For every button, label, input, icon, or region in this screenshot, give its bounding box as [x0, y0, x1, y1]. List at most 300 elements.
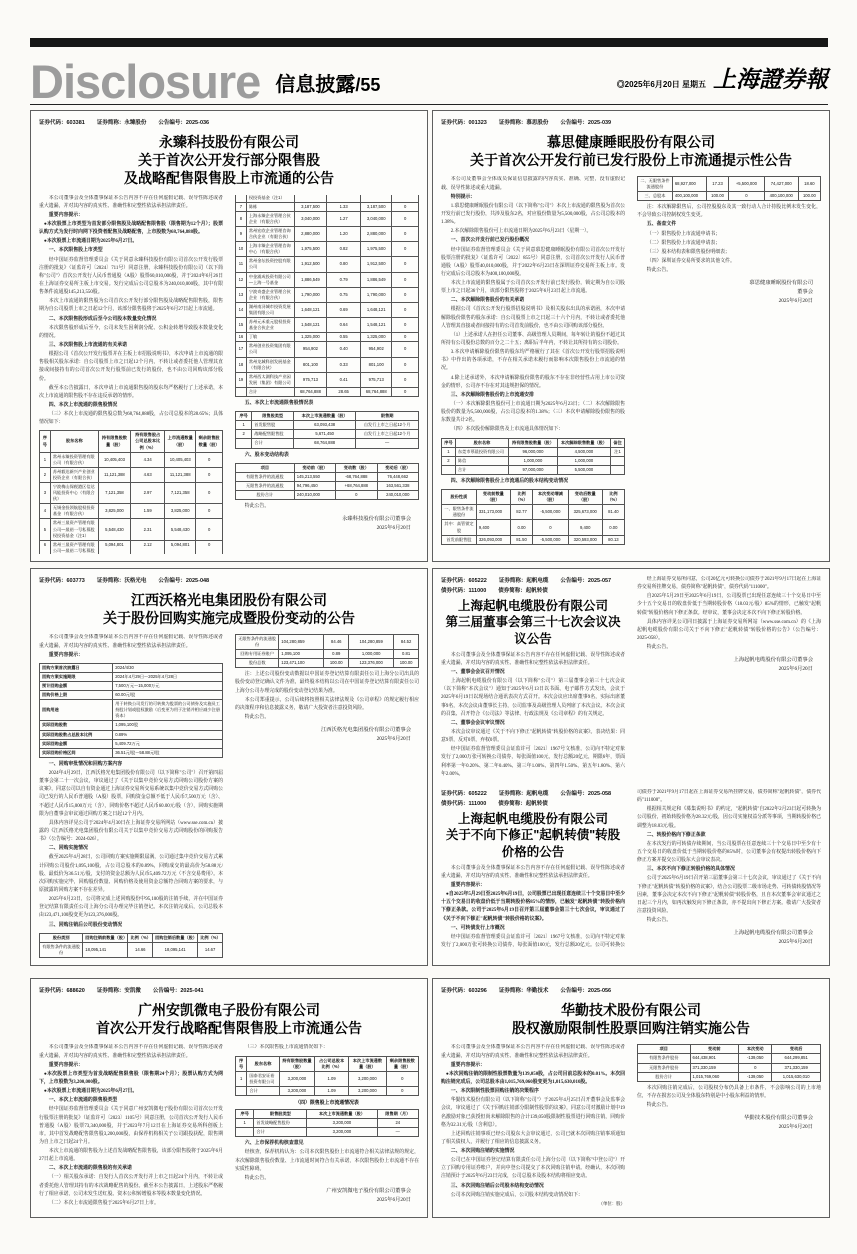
table-cell: 1,015,630,010 [772, 1072, 821, 1081]
signature-block [235, 726, 411, 744]
table-cell: 常州三晟资产管理有限公司—晟裕二号私募股权投资基金（注1） [50, 195, 294, 554]
stock-meta-item: 证券简称：安凯微 [96, 988, 141, 994]
table-header-cell: 变动后 [772, 1045, 821, 1054]
stock-meta-line [441, 789, 625, 797]
table-header-row [236, 463, 419, 472]
table-cell: 954,902 [361, 342, 392, 357]
body-paragraph: 本次回购注销完成后，公司股权分布仍具备上市条件，不会影响公司的上市地位，不存在损害公司及全体股东特别是中小股东利益的情形。 [637, 1085, 821, 1099]
table-row [638, 1063, 821, 1072]
table-cell: 1.09 [315, 1086, 349, 1095]
table-cell: 回购方案首次披露日 [40, 663, 113, 672]
announcement-title [441, 811, 625, 860]
signature-line: 永臻科技股份有限公司董事会 [342, 516, 411, 523]
stock-meta-item: 公告编号：2025-036 [158, 120, 210, 126]
body-heading: 四、本次解除限售股份上市流通后的股本结构变动情况 [450, 478, 569, 484]
announcement-box-ankaiwei [30, 978, 428, 1218]
table-header-cell: 剩余限售股数量（股） [386, 1056, 418, 1071]
table-cell: 宁波奇盛企业管理合伙企业（有限合伙） [246, 287, 294, 302]
table-cell: 3,200,000 [307, 1119, 377, 1128]
table-cell: 首发限售股 [252, 421, 294, 430]
title-line: 第三届董事会第三十七次会议决议公告 [445, 615, 621, 646]
table-cell: 4.34 [131, 452, 165, 467]
table-cell: 0.69 [327, 302, 361, 317]
table-cell: 有限售条件股份 [638, 1054, 691, 1063]
table-cell: 常州永臻投资管理有限公司（有限合伙） [50, 452, 98, 467]
table-header-cell: 持有限售股数量（股） [279, 1056, 314, 1071]
table-cell: 100.00 [394, 659, 419, 668]
table-cell: 63,093,438 [294, 421, 356, 430]
title-line: 上海起帆电缆股份有限公司 [457, 599, 608, 613]
body-heading: 三、本次回购注销后公司股本结构变动情况 [450, 1183, 544, 1189]
table-cell: 8 [236, 211, 247, 226]
table-cell: 0.55 [327, 333, 361, 342]
table-cell: 104,280,859 [279, 634, 324, 649]
stock-meta-line [39, 118, 419, 126]
table-row [236, 659, 419, 668]
table-cell: 常州三晟资产管理有限公司—晟裕一号私募股权投资基金（注1） [50, 519, 98, 540]
table-cell: 68,927,000 [672, 176, 706, 191]
body-heading: 一、本次限制性股票回购注销的决策程序 [450, 1089, 539, 1095]
body-paragraph: 公司于2025年6月19日召开第三届董事会第三十七次会议，审议通过了《关于不向下修正"起帆转债"转股价格的议案》，结合公司股票二级市场走势、可转债转股情况等因素，董事会决定本次不向下修正"起帆转债"转股价格，且自本次董事会审议通过之日起三个月内，如再次触发向下修正条款，亦不提出向下修正方案。敬请广大投资者注意投资风险。 [637, 876, 821, 914]
body-paragraph: 3.本次申请解除股份限售的股东均严格履行了其在《首次公开发行股票招股说明书》中作出的各项承诺，不存在相关承诺未履行而影响本次限售股份上市流通的情况。 [441, 350, 625, 372]
table-cell: 19 [236, 372, 247, 387]
title-line: 价格的公告 [501, 844, 565, 859]
table-cell: 1,790,000 [294, 287, 326, 302]
table-cell: +5,500,000 [729, 176, 765, 191]
table-cell: 1,912,500 [361, 257, 392, 272]
stock-meta-item: 公告编号：2025-058 [560, 791, 612, 797]
table-cell: 合计 [246, 387, 294, 396]
table-header-cell: 限售股类型 [254, 1109, 307, 1118]
stock-meta-item: 证券简称：永臻股份 [96, 120, 147, 126]
body-heading: 一、本次上市流通的限售股类型 [48, 1098, 118, 1104]
table-row [236, 1086, 419, 1095]
stock-meta-item: 证券代码：603773 [39, 578, 85, 584]
body-paragraph: 本公司董事会及全体董事保证本公告内容不存在任何虚假记载、误导性陈述或者重大遗漏，并对其内容的真实性、准确性和完整性依法承担法律责任。 [441, 652, 625, 666]
table-cell: 1,648,121 [294, 302, 326, 317]
table-cell [442, 465, 456, 474]
table-row [40, 730, 223, 739]
table-cell [611, 456, 625, 465]
table-cell: 常州龙城科创发展基金（有限合伙） [246, 357, 294, 372]
table-cell: 3,200,000 [279, 1086, 314, 1095]
table-cell: 0 [392, 318, 419, 333]
table-cell: 回购价格上限 [40, 691, 113, 700]
table-row [40, 504, 223, 519]
table-header-cell: 股东名称 [455, 438, 508, 447]
body-paragraph: 本公司董事会及全体董事保证本公告内容不存在任何虚假记载、误导性陈述或者重大遗漏，并对其内容的真实性、准确性和完整性依法承担法律责任。 [441, 865, 625, 879]
table-cell: 24 [377, 1119, 418, 1128]
section-name: 信息披露 [275, 74, 356, 96]
body-heading: 五、备查文件 [646, 222, 677, 228]
table-cell: 2.12 [131, 195, 361, 554]
table-cell: 326,093,000 [476, 535, 510, 544]
stock-meta-item: 证券简称：起帆电缆 [498, 791, 549, 797]
table-cell: 用于转换公司发行的可转换为股票的公司债券及实施员工持股计划或股权激励（后变更为用于注销并相应减少注册资本） [113, 700, 223, 721]
table-cell: 0.75 [327, 287, 361, 302]
body-paragraph: 自2025年5月29日至2025年6月19日，公司股票已出现任意连续三十个交易日中至少十五个交易日的收盘价低于当期转股价格（18.03元/股）85%的情形，已触发"起帆转债"转股价格向下修正条款。经审议，董事会决定本次不向下修正转股价格。 [637, 594, 821, 616]
body-heading: 三、本次限售股上市流通的有关承诺 [48, 342, 128, 348]
table-cell: 11,121,388 [165, 467, 196, 482]
table-cell: 合计 [247, 1086, 279, 1095]
table-cell: 1,000,000 [557, 456, 610, 465]
title-line: 首次公开发行战略配售限售股上市流通公告 [96, 1020, 362, 1037]
table-cell: 3,200,000 [349, 1071, 386, 1086]
table-cell: 常州西太湖科技产业园发展（集团）有限公司 [246, 372, 294, 387]
table-cell: 0.80 [327, 257, 361, 272]
table-cell: 1.33 [327, 202, 361, 211]
table-row [40, 663, 223, 672]
table-row [236, 342, 419, 357]
table-cell: 145,213,550 [294, 472, 335, 481]
table-cell: 有限售条件的流通股 [236, 472, 295, 481]
table-header-cell: 序号 [40, 431, 51, 452]
table-cell: 954,902 [294, 342, 326, 357]
table-header-cell: 比例（%） [198, 933, 223, 942]
table-cell: 76,448,662 [377, 472, 418, 481]
stock-meta-item: 证券代码：603381 [39, 120, 85, 126]
masthead-right [617, 61, 828, 102]
disclosure-table [39, 663, 223, 758]
body-paragraph: 本公司董事会及全体董事保证本公告内容不存在任何虚假记载、误导性陈述或者重大遗漏，并对其内容的真实性、准确性和完整性依法承担法律责任。 [39, 635, 223, 649]
signature-block [637, 656, 813, 674]
table-cell: 宁波梅山保税港区信达风能投资中心（有限合伙） [50, 483, 98, 504]
table-row [40, 691, 223, 700]
body-paragraph: 本次限售股形成后至今，公司未发生因利润分配、公积金转增导致股本数量变化的情况。 [39, 325, 223, 339]
body-paragraph: 截至本公告披露日，本次申请上市流通限售股的股东均严格履行了上述承诺，本次上市流通的限售股不存在违反承诺的情形。 [39, 385, 223, 399]
table-cell: 1 [236, 1071, 247, 1086]
table-row [40, 700, 223, 721]
table-header-cell: 本次变动增减（股） [533, 490, 569, 505]
table-cell: 5,548,430 [165, 519, 196, 540]
table-cell: 0 [392, 333, 419, 342]
body-heading: 五、本次上市流通限售股情况表 [244, 401, 314, 406]
body-paragraph: 特此公告。 [646, 918, 672, 924]
table-cell: 7,121,358 [165, 483, 196, 504]
table-cell: 0 [392, 357, 419, 372]
table-row [236, 1119, 419, 1128]
table-cell: 0.89% [113, 730, 223, 739]
table-cell: 1,790,000 [361, 287, 392, 302]
table-cell: 0 [392, 342, 419, 357]
table-cell: 18.60 [798, 176, 820, 191]
page-number: /55 [355, 75, 381, 95]
table-row [442, 535, 625, 544]
announcement-body [39, 1044, 419, 1210]
body-paragraph: 本公司董事会及全体董事保证本公告内容不存在任何虚假记载、误导性陈述或者重大遗漏，并对其内容的真实性、准确性和完整性依法承担法律责任。 [441, 1045, 625, 1059]
table-cell [236, 439, 252, 448]
table-cell: 1.20 [327, 226, 361, 241]
table-cell: 无限售条件的流通股 [236, 481, 295, 490]
table-cell: 68,764,888 [294, 387, 326, 396]
body-heading: 重要内容提示： [48, 652, 84, 658]
title-line: 关于首次公开发行部分限售股 [138, 152, 320, 169]
table-cell: 84.52 [394, 634, 419, 649]
body-paragraph: （三）本次限售股上市流通情况如下： [244, 1045, 328, 1051]
title-line: 上海起帆电缆股份有限公司 [457, 812, 608, 826]
body-paragraph: （四）本次股份解除限售及上市流通具体情况如下： [450, 427, 564, 433]
table-cell: 68,764,888 [294, 439, 356, 448]
body-heading: 特别提示： [450, 194, 476, 200]
title-line: 关于首次公开发行前已发行股份上市流通提示性公告 [470, 152, 792, 169]
signature-line: 2025年6月20日 [778, 1124, 813, 1131]
table-cell: 644,299,851 [772, 1054, 821, 1063]
body-paragraph: ●本次股票上市流通日期为2025年6月27日。 [43, 1089, 138, 1095]
table-cell: 5,094,801 [165, 195, 392, 554]
signature-line: 上海起帆电缆股份有限公司董事会 [733, 930, 813, 937]
body-heading: 一、董事会会议召开情况 [450, 670, 505, 676]
body-paragraph: 特此公告。 [244, 1175, 270, 1181]
table-cell: 无限售条件股份 [638, 1063, 691, 1072]
title-line: 慕思健康睡眠股份有限公司 [547, 134, 715, 150]
signature-block [637, 1114, 813, 1132]
body-paragraph: 本公司及董事会全体成员保证信息披露的内容真实、准确、完整，没有虚假记载、误导性陈述或重大遗漏。 [441, 177, 625, 191]
table-cell: 回购方案实施期限 [40, 672, 113, 681]
table-cell: 74,427,000 [764, 176, 798, 191]
disclosure-table [441, 438, 625, 475]
table-cell: 1,015,769,060 [690, 1072, 739, 1081]
title-line: 江西沃格光电集团股份有限公司 [131, 592, 327, 608]
stock-meta-item: 债券简称：起帆转债 [498, 801, 548, 807]
body-paragraph: （四）深圳证券交易所要求的其他文件。 [646, 259, 735, 264]
table-row [40, 748, 223, 757]
table-header-cell: 序号 [442, 438, 456, 447]
table-cell: 0.41 [327, 372, 361, 387]
stock-meta-item: 证券代码：605222 [441, 578, 487, 584]
table-cell: 7,500万元～15,000万元 [113, 681, 223, 690]
table-header-row [442, 438, 625, 447]
signature-block [637, 929, 813, 947]
body-paragraph: ●本次股票上市类型为首发战略配售限售股（限售期24个月）；股票认购方式为网下，上市股数为3,200,000股。 [39, 1071, 223, 1085]
stock-meta-item: 证券代码：603296 [441, 988, 487, 994]
table-cell: 0 [392, 302, 419, 317]
table-row [638, 176, 821, 191]
table-cell: 1,912,500 [294, 257, 326, 272]
table-cell: 2.31 [131, 519, 165, 540]
body-paragraph: （一）限售股份上市流通申请书； [646, 231, 721, 237]
body-heading: 二、本次回购注销的实施情况 [450, 1149, 515, 1155]
table-cell: 三、总股本 [638, 192, 673, 201]
table-cell: 0 [533, 520, 569, 535]
body-heading: 重要内容提示： [48, 1062, 84, 1068]
table-header-cell: 变动前数量（股） [476, 490, 510, 505]
issue-date: ◎2025年6月20日 星期五 [616, 80, 706, 89]
table-cell: 2024/4/30 [113, 663, 223, 672]
table-row [40, 483, 223, 504]
table-row [40, 672, 223, 681]
table-cell: 常州宏欣企业管理咨询合伙企业（有限合伙） [246, 226, 294, 241]
body-paragraph: 本公司郑重提示，公司后续将按照相关法律法规及《公司章程》的规定履行相应的决策程序和信息披露义务，敬请广大投资者注意投资风险。 [235, 697, 419, 711]
table-header-cell: 股份类别 [40, 933, 83, 942]
body-paragraph: 注：上述公司股份变动数据以中国证券登记结算有限责任公司上海分公司出具的股份变动登记确认文件为准，最终股本结构以公司在中国证券登记结算有限责任公司上海分公司办理完成的股份变动登记结果为准。 [235, 672, 419, 694]
body-paragraph: 经上海证券交易所同意，公司20亿元可转换公司债券于2021年9月17日起在上海证券交易所挂牌交易，债券简称"起帆转债"，债券代码"111000"。 [637, 577, 821, 591]
table-cell: 中金浦成投资有限公司—上海一号基金 [246, 272, 294, 287]
table-header-cell: 本次解除限售数量（股） [557, 438, 610, 447]
table-row [236, 1071, 419, 1086]
table-cell: 0 [392, 287, 419, 302]
table-cell: 0.81 [394, 650, 419, 659]
table-cell: 3,825,000 [98, 504, 130, 519]
table-cell: 1,548,121 [361, 318, 392, 333]
table-cell: 0 [196, 519, 223, 540]
table-header-cell: 股东名称 [50, 431, 98, 452]
body-paragraph: 具体内容详见公司同日披露于上海证券交易所网站（www.sse.com.cn）的《上海起帆电缆股份有限公司关于不向下修正"起帆转债"转股价格的公告》（公告编号：2025-058）。 [637, 619, 821, 641]
table-cell: 96,000,000 [509, 447, 558, 456]
table-cell: 975,713 [294, 372, 326, 387]
sub-announcement [441, 789, 821, 955]
body-paragraph: 2024年4月29日，江西沃格光电集团股份有限公司（以下简称"公司"）召开第四届董事会第二十一次会议，审议通过了《关于以集中竞价交易方式回购公司股份方案的议案》，同意公司以自有资金通过上海证券交易所交易系统以集中竞价交易方式回购公司已发行的人民币普通股（A股）股票，回购资金总额不低于人民币7,500万元（含）、不超过人民币15,000万元（含），回购价格不超过人民币60.00元/股（含），回购实施期限为自董事会审议通过回购方案之日起12个月内。 [39, 770, 223, 817]
table-cell: 81.40 [602, 505, 624, 520]
table-cell: 0.79 [327, 272, 361, 287]
table-cell: 陈信 [455, 456, 508, 465]
table-cell: 4.63 [131, 467, 165, 482]
body-heading: 二、转股价格向下修正条款 [646, 832, 706, 838]
table-cell [611, 465, 625, 474]
body-paragraph: 特此公告。 [244, 714, 270, 720]
table-cell: 240,010,000 [377, 490, 418, 499]
table-cell: 0.89 [324, 650, 349, 659]
table-unit-label: （单位：股） [598, 1200, 625, 1206]
table-cell: 3,040,000 [361, 211, 392, 226]
table-cell: 自发行上市之日起12个月 [356, 421, 419, 430]
signature-line: 2025年6月20日 [376, 1196, 411, 1203]
body-heading: 六、上市保荐机构核查意见 [244, 1141, 304, 1147]
table-row [638, 1054, 821, 1063]
table-header-cell: 本次变动 [739, 1045, 772, 1054]
table-cell: 320,593,000 [568, 535, 602, 544]
table-header-cell: 本次上市流通数量（股） [294, 412, 356, 421]
body-paragraph: （一）相关股东承诺：自发行人首次公开发行并上市之日起24个月内，不转让或者委托他人管理其持有的本次战略配售的股份。截至本公告披露日，上述股东严格履行了相应承诺，公司未发生送红股、资本公积转增股本等股本数量变化情况。 [39, 1175, 223, 1197]
body-paragraph: 具体内容详见公司于2024年4月30日在上海证券交易所网站（www.sse.com.cn）披露的《江西沃格光电集团股份有限公司关于以集中竞价交易方式回购股份的回购报告书》（公告编号：2024-026）。 [39, 820, 223, 843]
stock-meta-item: 证券简称：沃格光电 [96, 578, 147, 584]
table-cell: 0.33 [327, 357, 361, 372]
table-row [442, 505, 625, 520]
masthead [30, 52, 828, 109]
signature-line: 2025年6月20日 [376, 525, 411, 532]
announcement-title [441, 1001, 821, 1037]
body-paragraph: 上述回购注销事项已经公司股东大会审议通过，公司已就本次回购注销事项通知了相关债权人，并履行了相应的信息披露义务。 [441, 1131, 625, 1145]
table-cell: 常州创业投资集团有限公司 [246, 342, 294, 357]
body-heading: 一、本次限售股上市类型 [48, 248, 103, 254]
announcement-body [441, 1044, 821, 1210]
body-paragraph: 根据相关规定和《募集说明书》的约定，"起帆转债"自2022年2月23日起可转换为公司股份，初始转股价格为28.32元/股，因公司实施权益分派等事项，当期转股价格已调整为18.03元/股。 [637, 807, 821, 829]
announcement-box-voge [30, 568, 428, 966]
table-cell: 1,095,100 [279, 650, 324, 659]
table-header-cell: 限售期（月） [377, 1109, 418, 1118]
table-cell: 0 [196, 504, 223, 519]
table-cell: 325,673,000 [568, 505, 602, 520]
table-cell: 实际回购股数占总股本比例 [40, 730, 113, 739]
table-cell: 实际回购金额 [40, 739, 113, 748]
disclosure-table [637, 1044, 821, 1081]
table-cell: 5,500,000 [557, 465, 610, 474]
table-cell: 1,975,500 [294, 242, 326, 257]
table-cell: 3,200,000 [307, 1128, 377, 1137]
table-cell: 1,325,000 [294, 333, 326, 342]
table-header-cell: 序号 [236, 1109, 254, 1118]
table-cell: 17.23 [706, 176, 728, 191]
body-heading: 四、本次上市流通的限售股情况 [48, 402, 118, 408]
table-cell: 0 [729, 192, 765, 201]
table-header-cell: 变动后（股） [377, 463, 418, 472]
table-header-cell: 股东名称 [247, 1056, 279, 1071]
table-cell: 10,405,403 [165, 452, 196, 467]
signature-line: 2025年6月20日 [778, 666, 813, 673]
table-cell: 1 [236, 1119, 254, 1128]
announcement-box-huaqin [432, 978, 830, 1218]
body-paragraph: 经中国证券监督管理委员会证监许可〔2021〕1967号文核准，公司向不特定对象发行了2,000万张可转换公司债券，每张面值100元，发行总额20亿元。公司可转换公司债券于2021年9月17日起在上海证券交易所挂牌交易，债券简称"起帆转债"，债券代码"111000"。 [441, 790, 821, 949]
newspaper-name: 上海證券報 [713, 66, 828, 93]
body-paragraph: 截至2025年4月28日，公司回购方案实施期限届满，公司通过集中竞价交易方式累计回购公司股份1,095,100股，占公司总股本的0.89%，回购成交的最高价为58.88元/股、最低价为36.51元/股，支付的资金总额为人民币5,409.72万元（不含交易费用）。本次回购实施完毕，回购股份数量、回购价格及使用资金总额符合回购方案的要求，与原披露的回购方案不存在差异。 [39, 855, 223, 893]
table-header-cell: 持有限售股数量（股） [509, 438, 558, 447]
table-cell: 240,010,000 [294, 490, 335, 499]
table-cell: 东莞市慕晨投资有限公司 [455, 447, 508, 456]
body-heading: 重要内容提示： [48, 212, 84, 218]
table-cell: 5,409.72万元 [113, 739, 223, 748]
table-row [236, 481, 419, 490]
table-cell: +68,764,888 [336, 481, 377, 490]
stock-meta-line [441, 586, 625, 594]
table-cell: 苏州元禾重元股权投资基金合伙企业 [246, 318, 294, 333]
table-header-cell: 序号 [236, 412, 252, 421]
table-cell: 股份合计 [236, 490, 295, 499]
table-cell: 1,886,549 [361, 272, 392, 287]
body-paragraph: ●本次股票上市流通日期为2025年6月27日。 [43, 239, 138, 245]
stock-meta-item: 债券代码：111000 [441, 801, 487, 807]
table-header-row [236, 412, 419, 421]
table-cell: 0.00 [602, 520, 624, 535]
table-cell: 5 [40, 519, 51, 540]
table-cell: 1.59 [131, 504, 165, 519]
table-row [236, 302, 419, 317]
body-paragraph: 经中国证券监督管理委员会《关于同意永臻科技股份有限公司首次公开发行股票注册的批复》（证监许可〔2024〕711号）同意注册，永臻科技股份有限公司（以下简称"公司"）首次公开发行人民币普通股（A股）股票60,010,000股，并于2024年6月26日在上海证券交易所主板上市交易。发行完成后公司总股本为240,010,000股，其中有限售条件流通股145,213,550股。 [39, 257, 223, 296]
table-cell: 湖州南浔城市投资发展集团有限公司 [246, 302, 294, 317]
table-cell: 2 [442, 456, 456, 465]
table-cell: 1,000,000 [349, 650, 394, 659]
body-paragraph: 华勤技术股份有限公司（以下简称"公司"）于2025年4月25日召开董事会及监事会会议，审议通过了《关于回购注销部分限制性股票的议案》，同意公司对激励计划中19名激励对象已获授但尚未解除限售的合计139,050股限制性股票进行回购注销，回购价格为32.31元/股（含利息）。 [441, 1098, 625, 1128]
table-row [236, 287, 419, 302]
table-cell: 94,796,450 [294, 481, 335, 490]
table-cell: 18,095,141 [83, 942, 128, 957]
table-cell: 首发前限售股 [442, 535, 477, 544]
table-row [236, 357, 419, 372]
table-cell: 0 [392, 257, 419, 272]
table-cell: 0 [196, 452, 223, 467]
table-cell: 163,561,338 [377, 481, 418, 490]
disclosure-table [235, 1109, 419, 1137]
masthead-divider [30, 104, 828, 105]
body-paragraph: 特此公告。 [646, 268, 672, 274]
table-header-cell: 备注 [611, 438, 625, 447]
body-heading: 二、本次限售股形成后至今公司股本数量变化情况 [48, 316, 157, 322]
table-cell: 3,040,000 [294, 211, 326, 226]
table-cell: 0 [386, 1086, 418, 1095]
table-cell: — [377, 1128, 418, 1137]
table-cell [236, 387, 247, 396]
stock-meta-line [441, 118, 821, 126]
table-row [236, 242, 419, 257]
table-cell: 股份总数 [236, 659, 279, 668]
table-cell: 0 [392, 387, 419, 396]
body-paragraph: （一）本次解除限售股份可上市流通日期为2025年6月23日；（二）本次解除限售股份的数量为5,500,000股，占公司总股本的1.38%；（三）本次申请解除股份限售的股东数量共计2名。 [441, 402, 625, 424]
table-cell: 371,330,159 [772, 1063, 821, 1072]
table-cell: 1,095,100股 [113, 721, 223, 730]
stock-meta-line [39, 986, 419, 994]
table-cell: 3,187,500 [294, 202, 326, 211]
signature-block [637, 279, 813, 306]
table-cell: 实际回购价格区间 [40, 748, 113, 757]
signature-block [235, 1187, 411, 1205]
